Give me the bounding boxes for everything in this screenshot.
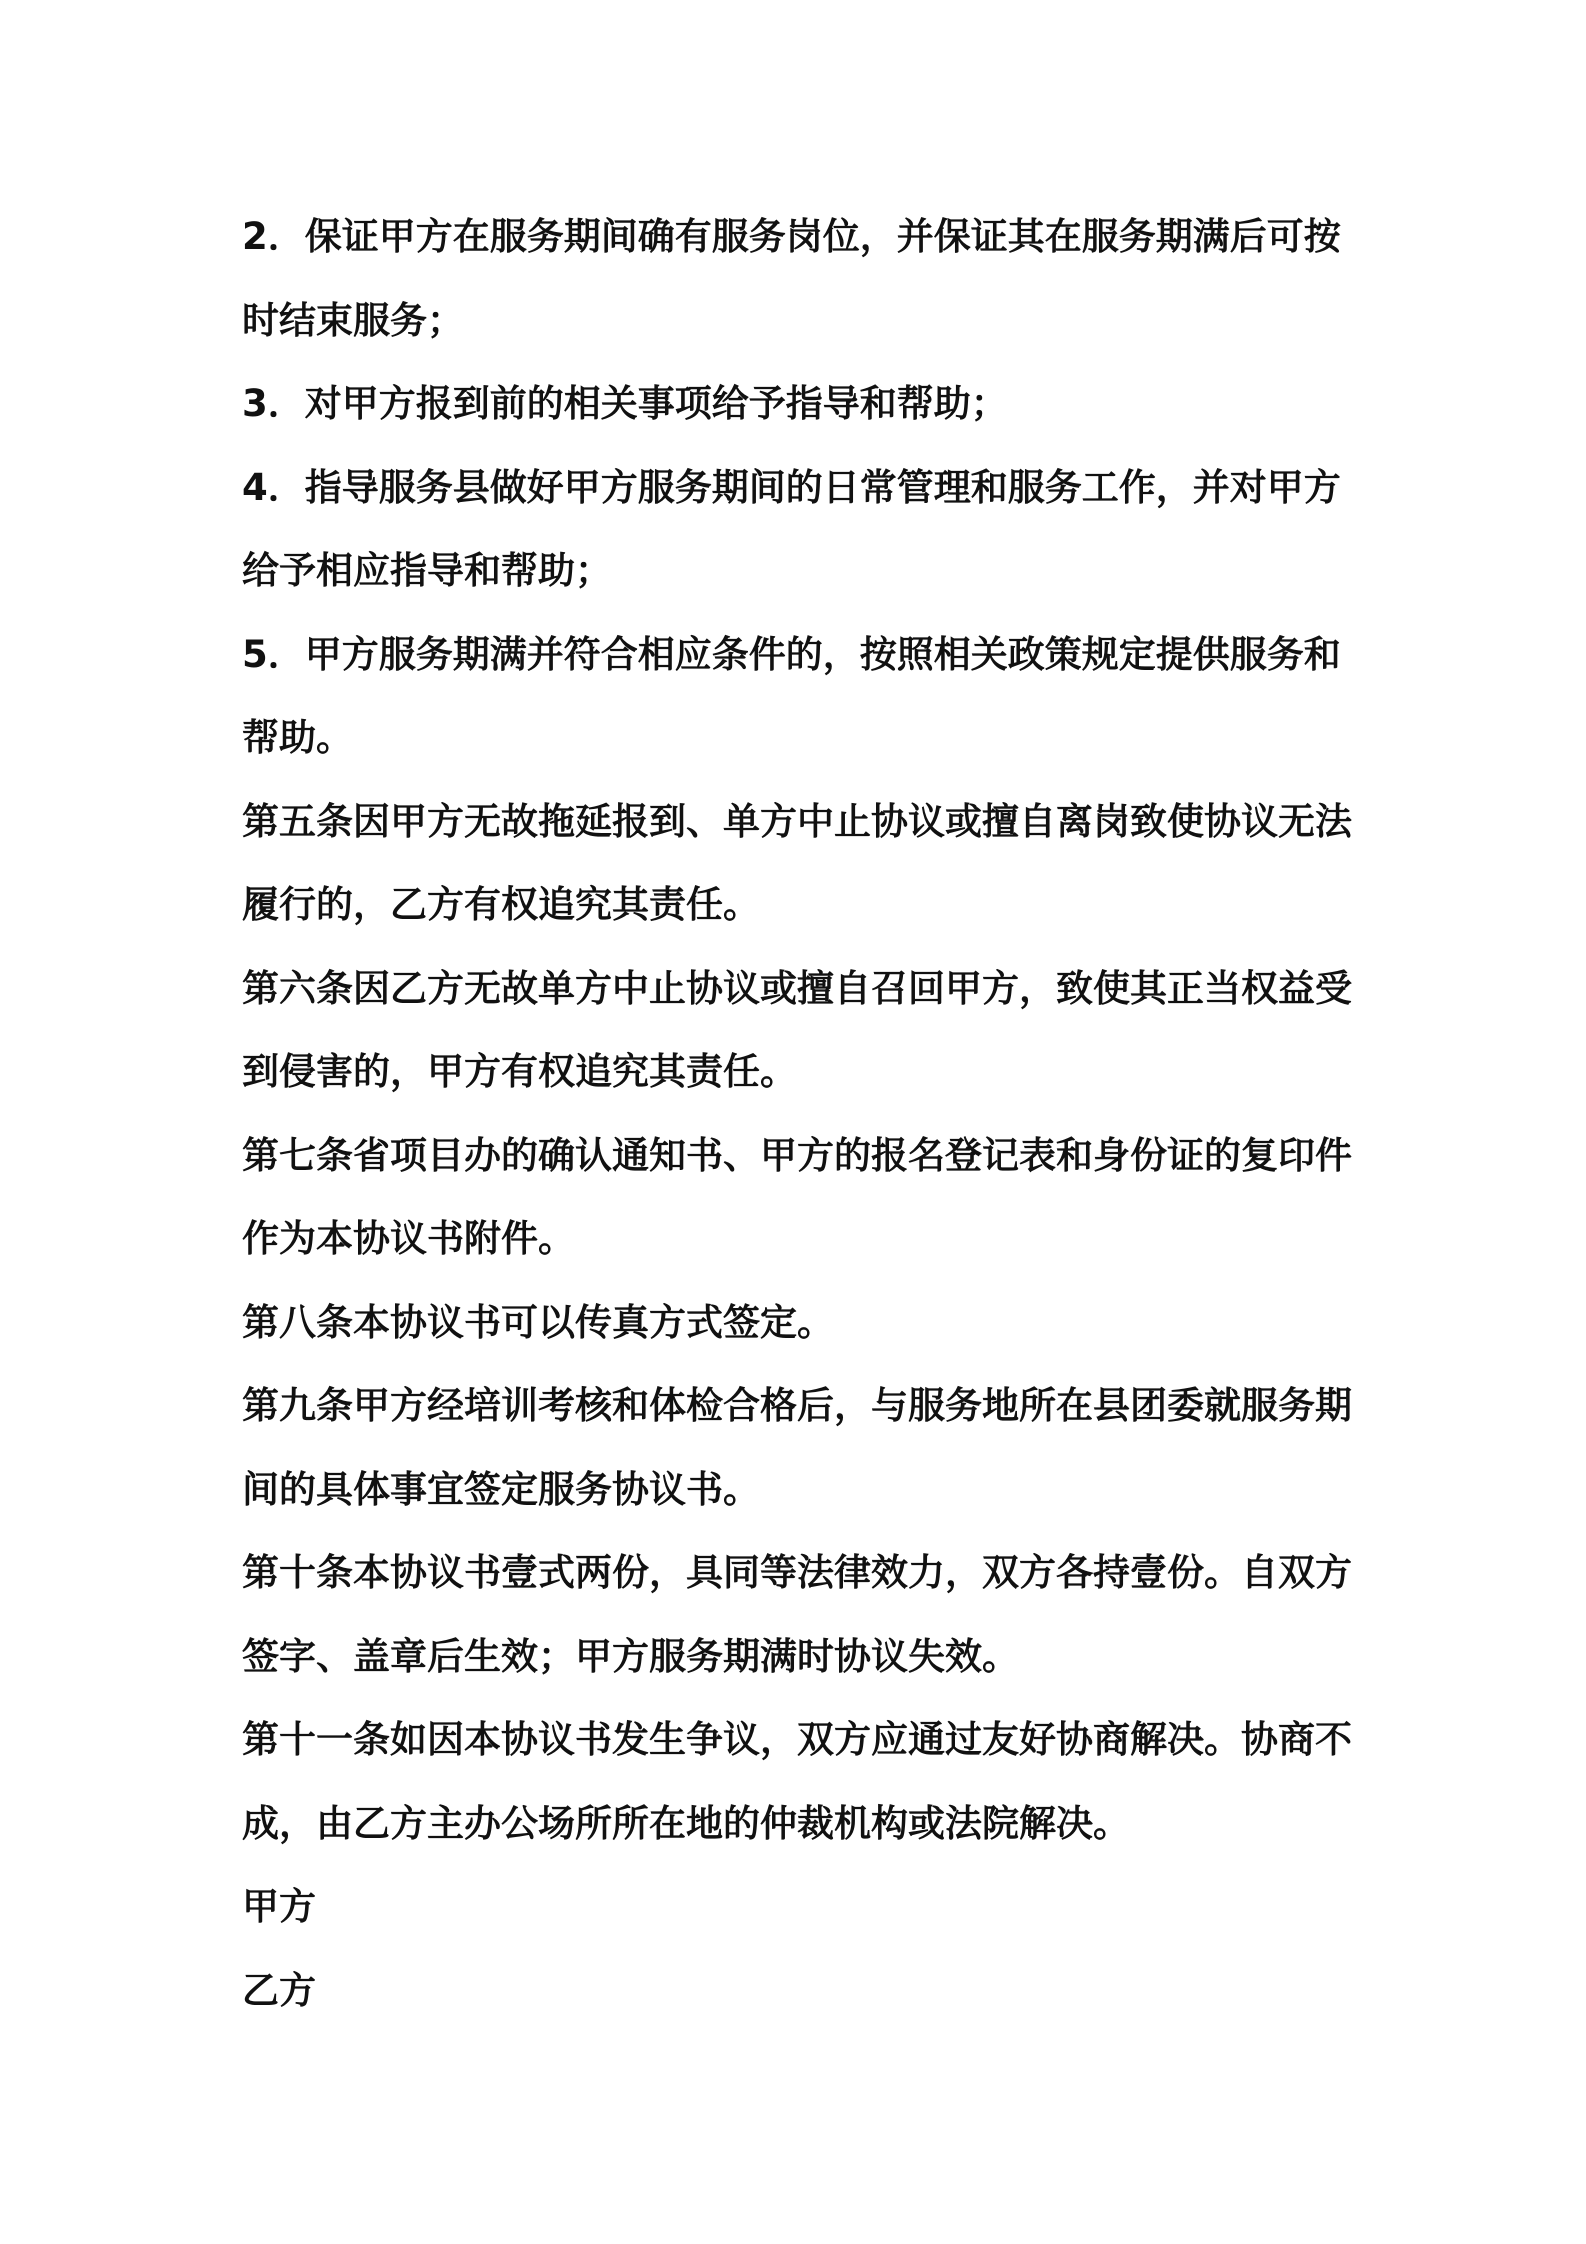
text-line-5: 给予相应指导和帮助； <box>242 549 612 592</box>
text-line-4: 4．指导服务县做好甲方服务期间的日常管理和服务工作，并对甲方 <box>242 465 1341 509</box>
text-line-3: 3．对甲方报到前的相关事项给予指导和帮助； <box>242 382 1008 425</box>
party-b-label: 乙方 <box>242 1968 316 2012</box>
text-line-16: 间的具体事宜签定服务协议书。 <box>242 1467 760 1511</box>
text-line-15: 第九条甲方经培训考核和体检合格后，与服务地所在县团委就服务期 <box>242 1384 1352 1427</box>
text-line-14: 第八条本协议书可以传真方式签定。 <box>242 1300 834 1344</box>
text-line-1: 2．保证甲方在服务期间确有服务岗位，并保证其在服务期满后可按 <box>242 215 1341 258</box>
text-line-8: 第五条因甲方无故拖延报到、单方中止协议或擅自离岗致使协议无法 <box>242 799 1352 843</box>
text-line-9: 履行的，乙方有权追究其责任。 <box>242 883 760 926</box>
text-line-7: 帮助。 <box>242 716 353 759</box>
text-line-2: 时结束服务； <box>242 298 464 342</box>
text-line-13: 作为本协议书附件。 <box>242 1217 575 1260</box>
document-body <box>242 195 1362 2032</box>
text-line-18: 签字、盖章后生效；甲方服务期满时协议失效。 <box>242 1634 1019 1678</box>
text-line-12: 第七条省项目办的确认通知书、甲方的报名登记表和身份证的复印件 <box>242 1133 1352 1177</box>
text-line-19: 第十一条如因本协议书发生争议，双方应通过友好协商解决。协商不 <box>242 1718 1352 1761</box>
text-line-6: 5．甲方服务期满并符合相应条件的，按照相关政策规定提供服务和 <box>242 632 1341 676</box>
text-line-11: 到侵害的，甲方有权追究其责任。 <box>242 1050 797 1093</box>
text-line-10: 第六条因乙方无故单方中止协议或擅自召回甲方，致使其正当权益受 <box>242 966 1352 1010</box>
party-a-label: 甲方 <box>242 1885 316 1928</box>
text-line-17: 第十条本协议书壹式两份，具同等法律效力，双方各持壹份。自双方 <box>242 1551 1352 1594</box>
text-line-20: 成，由乙方主办公场所所在地的仲裁机构或法院解决。 <box>242 1801 1130 1845</box>
